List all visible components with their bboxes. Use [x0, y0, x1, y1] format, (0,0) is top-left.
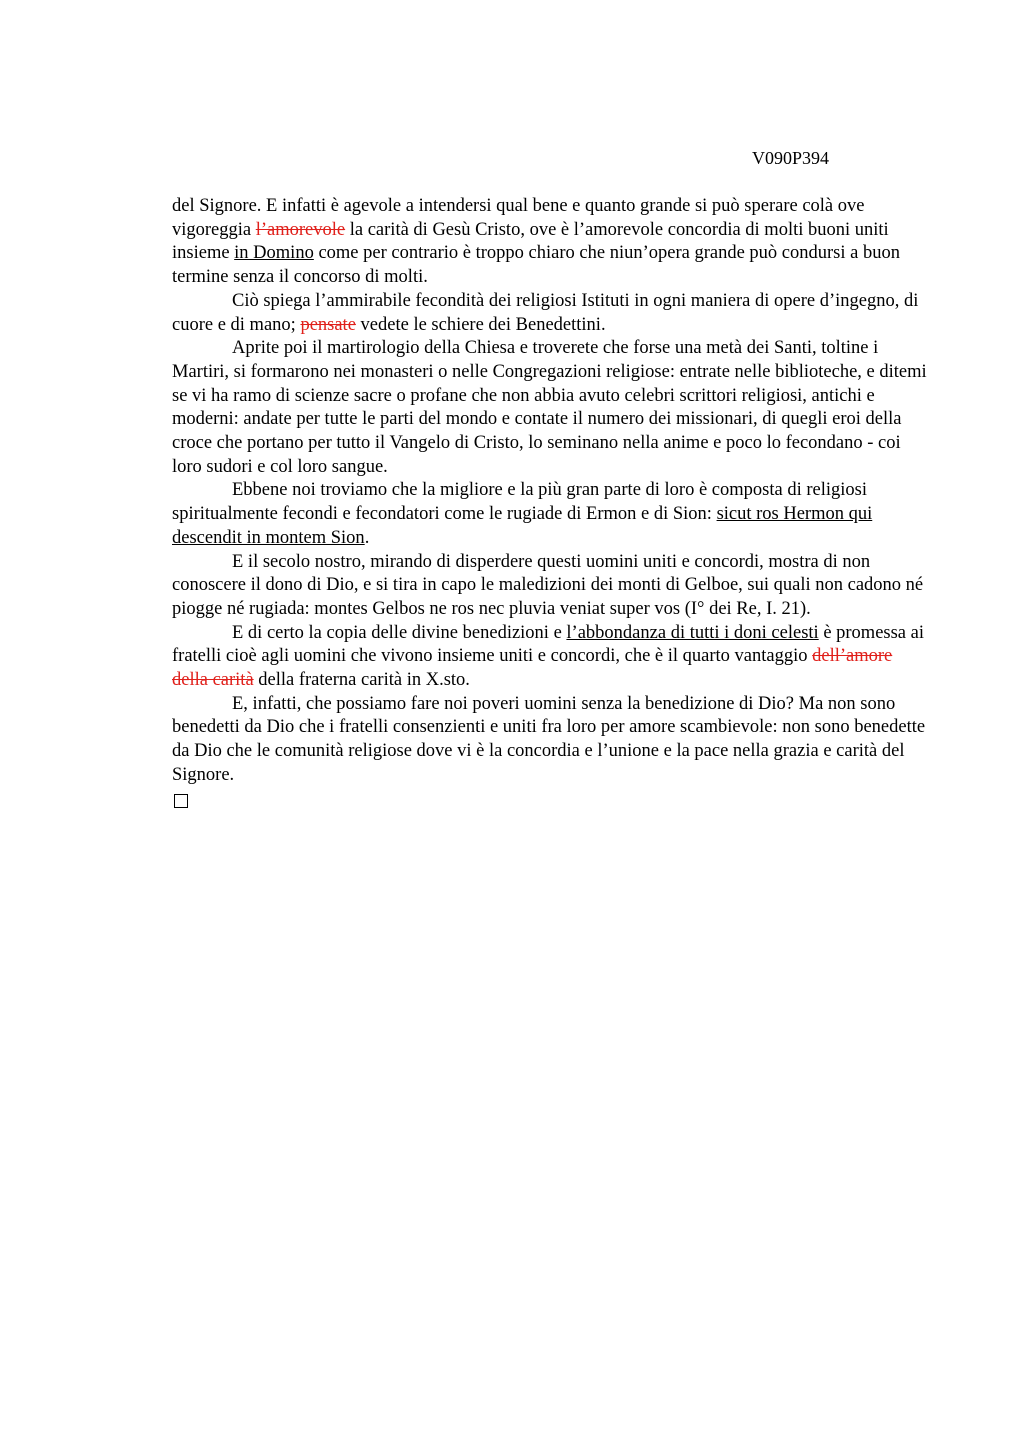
deleted-text: pensate	[300, 314, 356, 335]
end-marker	[172, 788, 932, 816]
text-segment: Aprite poi il martirologio della Chiesa e troverete che forse una metà dei Santi, toltine i Martiri, si formarono nei monasteri o nelle Congregazioni religiose: entrate nelle biblioteche, e ditemi se vi ha ramo di scienze sacre o profane che non abbia avuto celebri scrittori religiosi, antichi e moderni: andate per tutte le parti del mondo e contate il numero dei missionari, di quegli eroi della croce che portano per tutto il Vangelo di Cristo, lo seminano nella anime e poco lo fecondano - coi loro sudori e col loro sangue.	[172, 338, 927, 477]
paragraph	[172, 337, 932, 479]
text-segment: come per contrario è troppo chiaro che niun’opera grande può condursi a buon termine senza il concorso di molti.	[172, 243, 900, 288]
deleted-text: dell’amore della carità	[172, 646, 893, 691]
paragraph	[172, 479, 932, 550]
text-segment: .	[364, 527, 370, 548]
text-segment: Ebbene noi troviamo che la migliore e la più gran parte di loro è composta di religiosi spiritualmente fecondi e fecondatori come le rugiade di Ermon e di Sion:	[172, 480, 867, 525]
text-segment: E, infatti, che possiamo fare noi poveri uomini senza la benedizione di Dio? Ma non sono benedetti da Dio che i fratelli consenzienti e uniti fra loro per amore scambievole: non sono benedette da Dio che le comunità religiose dove vi è la concordia e l’unione e la pace nella grazia e carità del Signore.	[172, 693, 926, 785]
text-segment: del Signore. E infatti è agevole a intendersi qual bene e quanto grande si può sperare colà ove vigoreggia	[172, 196, 865, 240]
text-segment: E il secolo nostro, mirando di disperdere questi uomini uniti e concordi, mostra di non conoscere il dono di Dio, e si tira in capo le maledizioni dei monti di Gelboe, sui quali non cadono né piogge né rugiada: montes Gelbos ne ros nec pluvia veniat super vos (I° dei Re, I. 21).	[172, 551, 924, 619]
text-segment: E di certo la copia delle divine benedizioni e	[232, 622, 567, 643]
paragraph	[172, 290, 932, 337]
page-id: V090P394	[752, 148, 830, 168]
paragraph	[172, 551, 932, 622]
text-segment: è promessa ai fratelli cioè agli uomini che vivono insieme uniti e concordi, che è il quarto vantaggio	[172, 622, 924, 667]
paragraph	[172, 622, 932, 693]
empty-square-icon	[174, 794, 188, 808]
paragraph	[172, 195, 932, 290]
text-segment: la carità di Gesù Cristo, ove è l’amorevole concordia di molti buoni uniti insieme	[172, 219, 889, 264]
underlined-text: sicut ros Hermon qui descendit in montem Sion	[172, 504, 873, 548]
text-segment: vedete le schiere dei Benedettini.	[355, 314, 606, 335]
document-body	[172, 195, 932, 815]
underlined-text: in Domino	[234, 243, 314, 264]
paragraph	[172, 693, 932, 788]
text-segment: Ciò spiega l’ammirabile fecondità dei religiosi Istituti in ogni maniera di opere d’ingegno, di cuore e di mano;	[172, 290, 919, 335]
deleted-text: l’amorevole	[255, 219, 346, 240]
underlined-text: l’abbondanza di tutti i doni celesti	[566, 622, 819, 643]
text-segment: della fraterna carità in X.sto.	[253, 670, 470, 691]
